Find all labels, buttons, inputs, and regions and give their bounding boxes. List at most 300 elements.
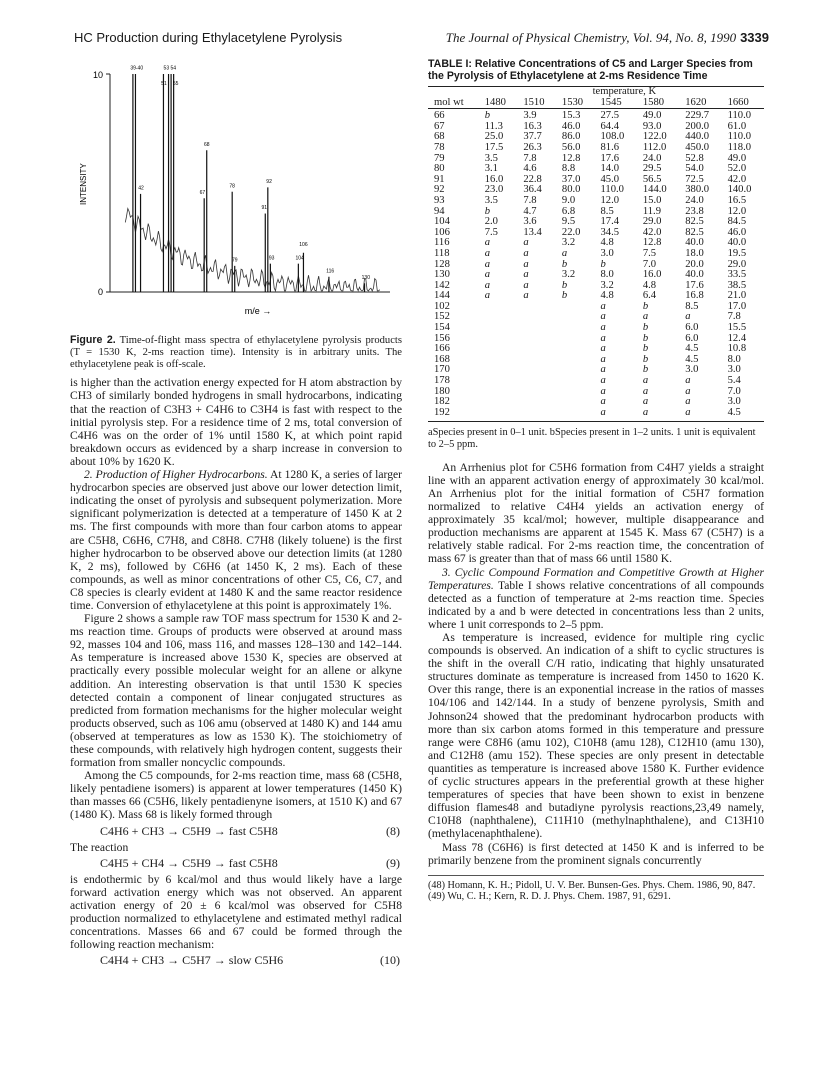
table-cell: 110.0 xyxy=(600,184,624,196)
table-row xyxy=(428,344,764,355)
table-cell xyxy=(479,376,518,387)
table-mol-wt-cell: 91 xyxy=(434,173,445,185)
table-cell: a xyxy=(685,375,691,387)
table-cell: 82.5 xyxy=(685,216,704,228)
table-cell: a xyxy=(561,247,568,259)
table-cell: 12.8 xyxy=(561,152,581,164)
table-cell: 4.5 xyxy=(722,408,764,422)
table-cell: 15.0 xyxy=(642,194,662,206)
table-cell: 22.0 xyxy=(561,226,581,238)
table-cell xyxy=(479,334,518,345)
table-cell: 2.0 xyxy=(484,216,498,228)
left-para-3: Figure 2 shows a sample raw TOF mass spectrum for 1530 K and 2-ms reaction time. Groups of products were observed at around mass 92, masses 104 and 106, mass 116, and masses 128–130 and 142–144. As temperature is increased above 1530 K, species are observed at practically every possible molecular weight for an allene or alkyne addition. An interesting observation is that until 1530 K species detected contain a component of linear conjugated structures as predicted from formation mechanisms for the higher molecular weight products observed, such as 106 amu (observed at 1480 K) and 144 amu (observed at temperatures as low as 1530 K). The stoichiometry of these compounds, with relatively high hydrogen content, suggests their formation from smaller noncyclic compounds. xyxy=(70,612,402,770)
table-cell: 4.7 xyxy=(523,205,537,217)
table-cell: a xyxy=(600,375,606,387)
table-cell: 4.8 xyxy=(600,290,614,302)
table-row-header: mol wt xyxy=(428,98,479,109)
figure-caption xyxy=(70,335,402,370)
table-cell: b xyxy=(642,322,649,334)
table-cell: 12.0 xyxy=(727,205,747,217)
table-group-header-row xyxy=(428,87,764,98)
table-cell: 17.6 xyxy=(600,152,620,164)
table-cell xyxy=(556,355,595,366)
table-cell: 16.8 xyxy=(685,290,704,302)
table-cell: 22.8 xyxy=(523,173,542,185)
table-cell: 29.5 xyxy=(642,163,662,175)
left-para-5: The reaction xyxy=(70,840,129,854)
table-mol-wt-cell: 80 xyxy=(434,163,445,175)
peak-label: 78 xyxy=(229,183,235,190)
left-para-6: is endothermic by 6 kcal/mol and thus would likely have a large forward activation energy which was not observed. An apparent activation energy of 20 ± 6 kcal/mol was observed for C5H8 production normalized to ethylacetylene and estimated methyl radical concentrations. Masses 66 and 67 could be formed through the following reaction mechanism: xyxy=(70,872,402,952)
table-cell: a xyxy=(600,332,606,344)
table-cell: 33.5 xyxy=(727,269,747,281)
figure-caption-label: Figure 2. xyxy=(70,334,116,346)
table-cell xyxy=(517,365,556,376)
table-cell: b xyxy=(642,353,649,365)
table-cell xyxy=(556,334,595,345)
table-cell xyxy=(479,344,518,355)
table-cell: a xyxy=(642,375,649,387)
table-cell: 4.6 xyxy=(523,163,537,175)
table-cell: 7.8 xyxy=(523,194,537,206)
table-cell xyxy=(479,355,518,366)
table-mol-wt-cell: 106 xyxy=(434,226,450,238)
table-mol-wt-cell: 166 xyxy=(434,343,450,355)
left-para-1: is higher than the activation energy expected for H atom abstraction by CH3 of similarly bonded hydrogens in small hydrocarbons, indicating that the reaction of C3H3 + C4H6 to C3H4 is fast with respect to the initial pyrolysis step. For a residence time of 2 ms, total conversion of C4H6 was on the order of 1% until 1580 K, at which point rapid breakdown occurs as evidenced by a sharp increase in conversion to about 10% by 1620 K. xyxy=(70,376,402,468)
right-para-2 xyxy=(428,566,764,631)
table-cell: 42.0 xyxy=(642,226,662,238)
table-cell: a xyxy=(642,396,649,408)
table-cell: 12.4 xyxy=(727,332,747,344)
table-body xyxy=(428,109,764,422)
table-mol-wt-cell: 180 xyxy=(434,385,450,397)
table-row xyxy=(428,281,764,292)
table-group-header: temperature, K xyxy=(479,87,764,98)
table-cell: b xyxy=(561,258,568,270)
equation-10-text: C4H4 + CH3 → C5H7 → slow C5H6 xyxy=(100,953,284,968)
table-cell: 3.5 xyxy=(484,194,498,206)
table-row xyxy=(428,196,764,207)
table-cell xyxy=(479,408,518,422)
table-cell: a xyxy=(642,311,649,323)
table-cell xyxy=(517,334,556,345)
table-cell: a xyxy=(595,408,637,422)
table-cell: a xyxy=(600,353,606,365)
table-cell: 52.8 xyxy=(685,152,704,164)
table-cell: 49.0 xyxy=(642,110,662,122)
table-cell: 49.0 xyxy=(727,152,747,164)
table-cell: 23.8 xyxy=(685,205,704,217)
table-mol-wt-cell: 152 xyxy=(434,311,450,323)
table-row xyxy=(428,238,764,249)
equation-10-number: (10) xyxy=(380,953,400,968)
table-cell: 16.0 xyxy=(642,269,662,281)
x-axis-label: m/e → xyxy=(244,306,272,316)
table-cell: a xyxy=(484,290,491,302)
table-mol-wt-cell: 92 xyxy=(434,184,445,196)
table-cell: 3.2 xyxy=(561,269,576,281)
table-row xyxy=(428,185,764,196)
table-row xyxy=(428,397,764,408)
table-cell xyxy=(556,312,595,323)
table-cell xyxy=(479,312,518,323)
table-cell: 8.8 xyxy=(561,163,576,175)
left-para-2 xyxy=(70,468,402,612)
right-para-4: Mass 78 (C6H6) is first detected at 1450 K and is inferred to be primarily benzene from the prominent signals concurrently xyxy=(428,840,764,867)
table-mol-wt-cell: 79 xyxy=(434,152,445,164)
table-mol-wt-cell: 78 xyxy=(434,141,445,153)
table-cell: a xyxy=(523,290,529,302)
table-cell: 45.0 xyxy=(600,173,620,185)
table-cell: 440.0 xyxy=(685,131,710,143)
table-cell: 6.8 xyxy=(561,205,576,217)
table-cell: 12.8 xyxy=(642,237,662,249)
table-cell: a xyxy=(685,385,691,397)
table-cell: 380.0 xyxy=(685,184,710,196)
table-cell xyxy=(556,387,595,398)
table-cell: 7.8 xyxy=(523,152,537,164)
table-cell: 6.0 xyxy=(685,322,699,334)
table-cell: 11.9 xyxy=(642,205,662,217)
table-row xyxy=(428,355,764,366)
table-row xyxy=(428,376,764,387)
table-mol-wt-cell: 93 xyxy=(434,194,445,206)
table-mol-wt-cell: 128 xyxy=(434,258,450,270)
table-cell: 6.0 xyxy=(685,332,699,344)
equation-9-text: C4H5 + CH4 → C5H9 → fast C5H8 xyxy=(100,855,278,870)
table-cell: b xyxy=(642,332,649,344)
table-col-header: 1510 xyxy=(517,98,556,109)
table-mol-wt-cell: 170 xyxy=(434,364,450,376)
table-mol-wt-cell: 130 xyxy=(434,269,450,281)
table-cell xyxy=(556,302,595,313)
table-row xyxy=(428,291,764,302)
table-cell: 3.5 xyxy=(484,152,498,164)
table-row xyxy=(428,249,764,260)
table-cell: a xyxy=(484,269,491,281)
table-row xyxy=(428,164,764,175)
table-cell: a xyxy=(685,396,691,408)
table-cell xyxy=(479,323,518,334)
right-para-3: As temperature is increased, evidence for multiple ring cyclic compounds is observed. An indication of a shift to cyclic structures is the shift in the overall C/H ratio, indicating that highly unsaturated structures dominate as temperature is increased from 1450 to 1620 K. Over this range, there is an exponential increase in the ratios of masses 104/106 and 142/144. In a study of benzene pyrolysis, Smith and Johnson24 showed that the predominant hydrocarbon products with more than six carbon atoms formed in this temperature and pressure range were C8H6 (amu 102), C10H8 (amu 128), C12H10 (amu 130), and C12H8 (amu 152). These species are only present in detectable quantities as temperature is increased above 1580 K. Further evidence of cyclic structures appears in the preferential growth at these higher temperatures of species that have been shown to exist in benzene diffusion flames48 and butadiyne pyrolysis reactions,23,49 namely, C10H8 (naphthalene), C11H10 (methylnaphthalene), and C13H10 (methylacenaphthalene). xyxy=(428,631,764,841)
table-cell: a xyxy=(484,258,491,270)
table-cell: 15.5 xyxy=(727,322,747,334)
table-cell: a xyxy=(523,258,529,270)
table-title: TABLE I: Relative Concentrations of C5 and Larger Species from the Pyrolysis of Ethylacetylene at 2-ms Residence Time xyxy=(428,58,753,82)
table-cell: a xyxy=(600,300,606,312)
table-cell: a xyxy=(484,247,491,259)
table-cell: 81.6 xyxy=(600,141,620,153)
table-cell: 52.0 xyxy=(727,163,747,175)
journal-header xyxy=(446,30,769,46)
table-cell: 8.5 xyxy=(685,300,699,312)
table-row xyxy=(428,323,764,334)
equation-8-text: C4H6 + CH3 → C5H9 → fast C5H8 xyxy=(100,823,278,838)
table-cell: 17.4 xyxy=(600,216,620,228)
table-cell: b xyxy=(561,290,568,302)
references xyxy=(428,875,764,902)
table-cell: a xyxy=(523,237,529,249)
table-header-spacer xyxy=(428,87,479,98)
table-cell: b xyxy=(642,300,649,312)
table-row xyxy=(428,365,764,376)
table-cell xyxy=(556,323,595,334)
table-cell: 9.0 xyxy=(561,194,576,206)
equation-9-number: (9) xyxy=(386,855,400,870)
table-cell: 16.0 xyxy=(484,173,504,185)
table-col-header: 1660 xyxy=(722,98,764,109)
table-cell: 13.4 xyxy=(523,226,542,238)
table-row xyxy=(428,207,764,218)
table-cell: 56.5 xyxy=(642,173,662,185)
peak-label: 92 xyxy=(266,179,272,185)
table-cell: 24.0 xyxy=(685,194,704,206)
table-cell xyxy=(479,365,518,376)
table-cell xyxy=(517,312,556,323)
table-cell xyxy=(517,397,556,408)
table-cell: 86.0 xyxy=(561,131,581,143)
peak-label: 91 xyxy=(261,205,268,212)
table-row xyxy=(428,228,764,239)
left-column xyxy=(70,58,402,970)
table-cell: 108.0 xyxy=(600,131,625,143)
table-cell: 40.0 xyxy=(685,237,704,249)
table-cell xyxy=(517,302,556,313)
table-mol-wt-cell: 67 xyxy=(434,120,445,132)
table-cell: 26.3 xyxy=(523,141,542,153)
peak-label: 93 xyxy=(268,255,275,262)
peak-label: 42 xyxy=(138,185,144,192)
table-col-header: 1580 xyxy=(637,98,679,109)
table-cell: a xyxy=(600,385,606,397)
table-row xyxy=(428,132,764,143)
table-cell xyxy=(517,355,556,366)
table-cell: 3.0 xyxy=(727,396,741,408)
table-cell: 3.9 xyxy=(523,110,537,122)
table-cell: 110.0 xyxy=(727,110,752,122)
table-cell: 54.0 xyxy=(685,163,704,175)
table-col-header: 1620 xyxy=(679,98,721,109)
peak-label: 68 xyxy=(203,141,210,148)
concentration-table xyxy=(428,86,764,422)
table-cell: a xyxy=(484,279,491,291)
table-cell: b xyxy=(642,343,649,355)
table-cell: 46.0 xyxy=(727,226,747,238)
table-cell: 3.1 xyxy=(484,163,498,175)
table-row xyxy=(428,154,764,165)
table-cell: 7.5 xyxy=(642,247,657,259)
table-cell: 4.5 xyxy=(685,353,699,365)
table-cell: 36.4 xyxy=(523,184,542,196)
table-mol-wt-cell: 168 xyxy=(434,353,450,365)
table-mol-wt-cell: 102 xyxy=(434,300,450,312)
peak-label: 51 xyxy=(161,80,167,87)
table-cell: 15.3 xyxy=(561,110,581,122)
table-cell: a xyxy=(600,322,606,334)
equation-10 xyxy=(70,951,402,970)
table-cell xyxy=(556,365,595,376)
table-cell: 46.0 xyxy=(561,120,581,132)
table-row xyxy=(428,109,764,122)
table-cell: 38.5 xyxy=(727,279,747,291)
reference-49: (49) Wu, C. H.; Kern, R. D. J. Phys. Chem. 1987, 91, 6291. xyxy=(428,890,671,902)
table-cell: 16.3 xyxy=(523,120,542,132)
right-column xyxy=(428,58,764,902)
peak-label: 67 xyxy=(199,189,206,196)
table-cell: 29.0 xyxy=(727,258,747,270)
reference-48: (48) Homann, K. H.; Pidoll, U. V. Ber. Bunsen-Ges. Phys. Chem. 1986, 90, 847. xyxy=(428,879,756,891)
table-cell: 8.0 xyxy=(600,269,614,281)
table-cell: b xyxy=(484,110,491,122)
table-cell: 17.6 xyxy=(685,279,704,291)
table-cell: 140.0 xyxy=(727,184,752,196)
table-cell xyxy=(479,302,518,313)
table-mol-wt-cell: 182 xyxy=(434,396,450,408)
y-axis-label: INTENSITY xyxy=(79,163,88,205)
mass-spectrum-figure xyxy=(70,58,402,333)
table-mol-wt-cell: 104 xyxy=(434,216,450,228)
table-cell: a xyxy=(523,247,529,259)
table-cell: a xyxy=(679,408,721,422)
right-para-1: An Arrhenius plot for C5H6 formation from C4H7 yields a straight line with an apparent activation energy of approximately 30 kcal/mol. An Arrhenius plot for the initial formation of C5H7 formation normalized to relative C4H4 yields an activation energy of approximately 35 kcal/mol; however, multiple disappearance and production mechanisms are apparent at 1545 K. Mass 67 (C5H7) is a relatively stable radical. For 2-ms reaction time, the concentration of mass 67 is greater than that of mass 66 until 1580 K. xyxy=(428,460,764,566)
table-mol-wt-cell: 144 xyxy=(434,290,450,302)
table-cell: 42.0 xyxy=(727,173,747,185)
section-3-heading: 3. Cyclic Compound Formation and Competitive Growth at Higher Temperatures. xyxy=(428,565,764,592)
y-tick-label: 10 xyxy=(92,70,103,80)
table-col-header: 1530 xyxy=(556,98,595,109)
table-cell: a xyxy=(642,385,649,397)
table-cell: b xyxy=(484,205,491,217)
table-cell: a xyxy=(600,364,606,376)
table-cell: 34.5 xyxy=(600,226,620,238)
table-cell: 40.0 xyxy=(685,269,704,281)
table-cell: 20.0 xyxy=(685,258,704,270)
table-mol-wt-cell: 156 xyxy=(434,332,450,344)
table-footnote: aSpecies present in 0–1 unit. bSpecies present in 1–2 units. 1 unit is equivalent to 2–5 ppm. xyxy=(428,427,756,450)
table-row xyxy=(428,122,764,133)
table-cell xyxy=(556,376,595,387)
table-cell: b xyxy=(561,279,568,291)
table-mol-wt-cell: 154 xyxy=(434,322,450,334)
table-cell: 3.6 xyxy=(523,216,537,228)
figure-caption-text: Time-of-flight mass spectra of ethylacetylene pyrolysis products (T = 1530 K, 2-ms reaction time). Intensity is in arbitrary units. The ethylacetylene peak is off-scale. xyxy=(70,335,402,370)
table-cell: 21.0 xyxy=(727,290,747,302)
peak-label: 106 xyxy=(299,242,308,249)
table-cell: 40.0 xyxy=(727,237,747,249)
left-para-2-body: At 1280 K, a series of larger hydrocarbon species are observed just above our lower detection limit, indicating the onset of pyrolysis and subsequent polymerization. More significant polymerization is detected at a temperature of 1450 K at 2 ms. The first compounds with more than four carbon atoms to appear are C5H8, C6H6, C7H8, and C8H8. C7H8 (likely toluene) is the first higher hydrocarbon to be observed above our detection limits (at 1280 K, 2 ms), followed by C6H6 (at 1450 K, 2 ms). Each of these compounds, as well as minor concentrations of other C5, C6, C7, and C8 species is clearly evident at 1480 K and the same reactor residence time. Conversion of ethylacetylene at this point is approximately 1%. xyxy=(70,468,402,612)
table-cell: 112.0 xyxy=(642,141,667,153)
table-cell xyxy=(517,387,556,398)
table-row xyxy=(428,260,764,271)
table-mol-wt-cell: 192 xyxy=(428,408,479,422)
table-cell xyxy=(517,344,556,355)
table-cell: 200.0 xyxy=(685,120,710,132)
table-cell: 9.5 xyxy=(561,216,576,228)
equation-9 xyxy=(70,854,402,873)
table-cell: 4.8 xyxy=(600,237,614,249)
table-col-header: 1480 xyxy=(479,98,518,109)
table-mol-wt-cell: 118 xyxy=(434,247,450,259)
table-cell: 82.5 xyxy=(685,226,704,238)
table-cell: 5.4 xyxy=(727,375,741,387)
table-cell: a xyxy=(523,269,529,281)
table-cell: 7.0 xyxy=(642,258,657,270)
table-cell: 23.0 xyxy=(484,184,504,196)
table-cell: a xyxy=(600,311,606,323)
table-mol-wt-cell: 94 xyxy=(434,205,445,217)
table-cell: a xyxy=(637,408,679,422)
table-cell: 56.0 xyxy=(561,141,581,153)
table-cell: 61.0 xyxy=(727,120,747,132)
table-cell: 144.0 xyxy=(642,184,667,196)
table-cell: 25.0 xyxy=(484,131,504,143)
table-cell xyxy=(556,344,595,355)
table-cell: 4.8 xyxy=(642,279,657,291)
equation-8-number: (8) xyxy=(386,823,400,838)
table-cell: 8.5 xyxy=(600,205,614,217)
peak-label: 79 xyxy=(231,257,238,264)
table-cell: 6.4 xyxy=(642,290,657,302)
table-cell: 3.0 xyxy=(727,364,741,376)
table-cell: 7.5 xyxy=(484,226,498,238)
table-cell: 80.0 xyxy=(561,184,581,196)
peak-label: 116 xyxy=(326,268,335,275)
table-row xyxy=(428,270,764,281)
table-cell: a xyxy=(600,396,606,408)
table-mol-wt-cell: 142 xyxy=(434,279,450,291)
table-mol-wt-cell: 66 xyxy=(434,110,445,122)
section-2-heading: 2. Production of Higher Hydrocarbons. xyxy=(84,468,268,482)
right-para-2-body: Table I shows relative concentrations of all compounds detected as a function of temperature at 2-ms reaction time. Species indicated by a and b were detected in concentrations less than 2 units, where 1 unit corresponds to 2–5 ppm. xyxy=(428,578,764,631)
table-cell: 7.0 xyxy=(727,385,741,397)
page-number: 3339 xyxy=(740,30,769,45)
table-cell: 8.0 xyxy=(727,353,741,365)
table-cell xyxy=(517,376,556,387)
table-cell xyxy=(517,408,556,422)
table-cell: 3.2 xyxy=(600,279,614,291)
table-cell: 450.0 xyxy=(685,141,710,153)
table-row xyxy=(428,387,764,398)
table-cell: 17.0 xyxy=(727,300,747,312)
table-cell: 84.5 xyxy=(727,216,747,228)
table-cell: 64.4 xyxy=(600,120,620,132)
table-row xyxy=(428,302,764,313)
table-cell: 17.5 xyxy=(484,141,504,153)
table-cell: 3.0 xyxy=(685,364,699,376)
table-cell: 118.0 xyxy=(727,141,752,153)
table-cell: 10.8 xyxy=(727,343,747,355)
table-cell xyxy=(479,397,518,408)
table-cell: b xyxy=(600,258,606,270)
table-cell xyxy=(556,408,595,422)
table-cell: 37.7 xyxy=(523,131,542,143)
table-cell: 72.5 xyxy=(685,173,704,185)
table-cell: 229.7 xyxy=(685,110,710,122)
y-tick-label: 0 xyxy=(97,287,103,297)
table-row xyxy=(428,143,764,154)
table-cell: 29.0 xyxy=(642,216,662,228)
table-cell: a xyxy=(685,311,691,323)
table-cell xyxy=(479,387,518,398)
table-cell xyxy=(517,323,556,334)
table-cell: 37.0 xyxy=(561,173,581,185)
table-cell: b xyxy=(642,364,649,376)
table-cell: 7.8 xyxy=(727,311,741,323)
table-cell: 4.5 xyxy=(685,343,699,355)
table-cell: a xyxy=(523,279,529,291)
table-cell: 110.0 xyxy=(727,131,752,143)
peak-label: 53 54 xyxy=(163,65,177,72)
